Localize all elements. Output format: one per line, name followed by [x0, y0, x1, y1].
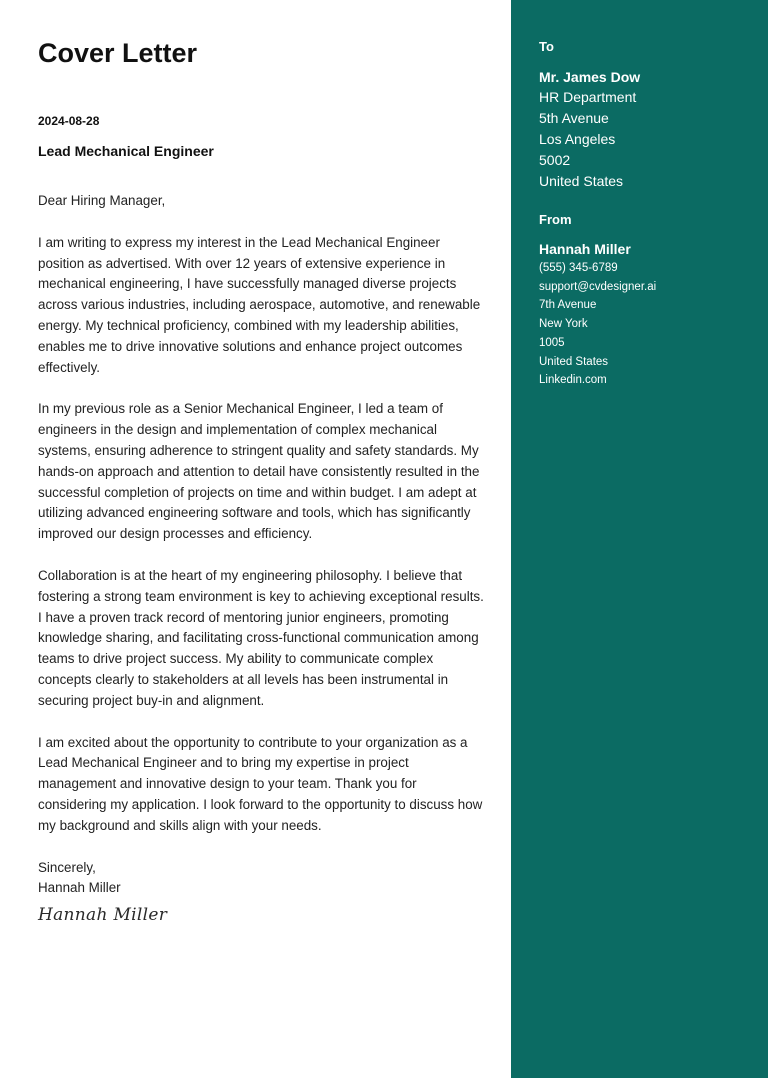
body-paragraph: Collaboration is at the heart of my engineering philosophy. I believe that fostering a strong team environment is key to achieving exceptional results. I have a proven track record of mentoring junior engineers, promoting knowledge sharing, and facilitating cross-functional communication among teams to drive project success. My ability to communicate complex concepts clearly to stakeholders at all levels has been instrumental in securing project buy-in and alignment. — [38, 567, 484, 708]
letter-body — [38, 191, 488, 926]
sender-street: 7th Avenue — [539, 299, 597, 312]
from-heading: From — [539, 212, 572, 227]
body-paragraph: I am writing to express my interest in the Lead Mechanical Engineer position as advertised. With over 12 years of extensive experience in mechanical engineering, I have successfully managed diverse projects across various industries, including aerospace, automotive, and renewable energy. My technical proficiency, combined with my leadership abilities, enables me to drive innovative solutions and enhance project outcomes effectively. — [38, 234, 481, 375]
closing: Sincerely, — [38, 859, 96, 875]
body-paragraph: I am excited about the opportunity to contribute to your organization as a Lead Mechanical Engineer and to bring my expertise in project management and innovative design to your team. Thank you for considering my application. I look forward to the opportunity to discuss how my background and skills align with your needs. — [38, 734, 483, 833]
sender-country: United States — [539, 355, 609, 368]
handwritten-signature: Hannah Miller — [38, 905, 168, 926]
letter-date: 2024-08-28 — [38, 114, 100, 128]
recipient-department: HR Department — [539, 89, 637, 105]
contact-sidebar — [511, 0, 768, 1078]
sender-email: support@cvdesigner.ai — [539, 280, 657, 293]
sender-phone: (555) 345-6789 — [539, 262, 618, 274]
body-paragraph: In my previous role as a Senior Mechanical Engineer, I led a team of engineers in the design and implementation of complex mechanical systems, ensuring adherence to stringent quality and safety standards. My hands-on approach and attention to detail have consistently resulted in the successful completion of projects on time and within budget. I am adept at utilizing advanced engineering software and tools, which has significantly improved our design processes and efficiency. — [38, 401, 480, 542]
contact-sidebar-content — [539, 38, 759, 390]
closing-name: Hannah Miller — [38, 880, 121, 896]
recipient-postal-code: 5002 — [539, 152, 571, 168]
recipient-country: United States — [539, 173, 624, 189]
position-title: Lead Mechanical Engineer — [38, 143, 214, 159]
salutation: Dear Hiring Manager, — [38, 193, 166, 208]
sender-city: New York — [539, 318, 588, 331]
recipient-city: Los Angeles — [539, 131, 616, 147]
sender-name: Hannah Miller — [539, 241, 631, 257]
sender-linkedin: Linkedin.com — [539, 374, 607, 387]
recipient-name: Mr. James Dow — [539, 69, 641, 85]
to-heading: To — [539, 39, 554, 54]
sender-postal-code: 1005 — [539, 336, 565, 349]
recipient-street: 5th Avenue — [539, 110, 609, 126]
page-title: Cover Letter — [38, 38, 198, 68]
